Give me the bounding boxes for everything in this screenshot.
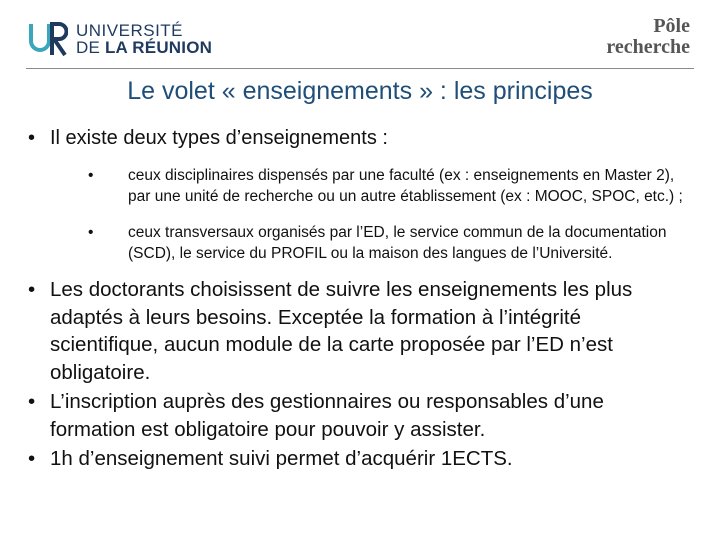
bullet-marker: • [28,390,36,413]
pole-line2: recherche [606,36,690,58]
ur-logo-mark [28,21,68,57]
sub-bullet-marker: • [88,224,94,241]
university-logo [28,18,212,60]
pole-recherche-label [606,16,690,58]
bullet-marker: • [28,278,36,301]
bullet-text: 1h d’enseignement suivi permet d’acquérir 1ECTS. [50,447,513,470]
bullet-item [28,276,693,386]
bullet-text: Il existe deux types d’enseignements : [50,127,388,149]
header-divider [26,68,694,69]
bullet-item [28,388,693,443]
bullet-marker: • [28,447,36,470]
sub-bullet-text: ceux disciplinaires dispensés par une faculté (ex : enseignements en Master 2), par une unité de recherche ou un autre établissement (ex : MOOC, SPOC, etc.) ; [128,167,683,205]
logo-name-bold: LA RÉUNION [104,38,213,57]
sub-bullet-marker: • [88,167,94,184]
logo-university: UNIVERSITÉ [76,20,184,40]
bullet-text: L’inscription auprès des gestionnaires ou responsables d’une formation est obligatoire pour pouvoir y assister. [50,390,604,441]
slide-title: Le volet « enseignements » : les principes [127,77,593,105]
bullet-item [28,126,693,150]
slide-content [28,120,693,473]
sub-bullet-item [28,165,693,207]
bullet-item [28,445,693,473]
pole-line1: Pôle [653,15,690,37]
bullet-marker: • [28,127,36,149]
logo-name [76,39,212,56]
sub-bullet-text: ceux transversaux organisés par l’ED, le service commun de la documentation (SCD), le service du PROFIL ou la maison des langues de l’Université. [128,224,667,262]
sub-bullet-item [28,222,693,264]
bullet-text: Les doctorants choisissent de suivre les enseignements les plus adaptés à leurs besoins. Exceptée la formation à l’intégrité scientifique, aucun module de la carte proposée par l’ED n’est obligatoire. [50,278,633,384]
logo-name-prefix: DE [76,38,105,57]
